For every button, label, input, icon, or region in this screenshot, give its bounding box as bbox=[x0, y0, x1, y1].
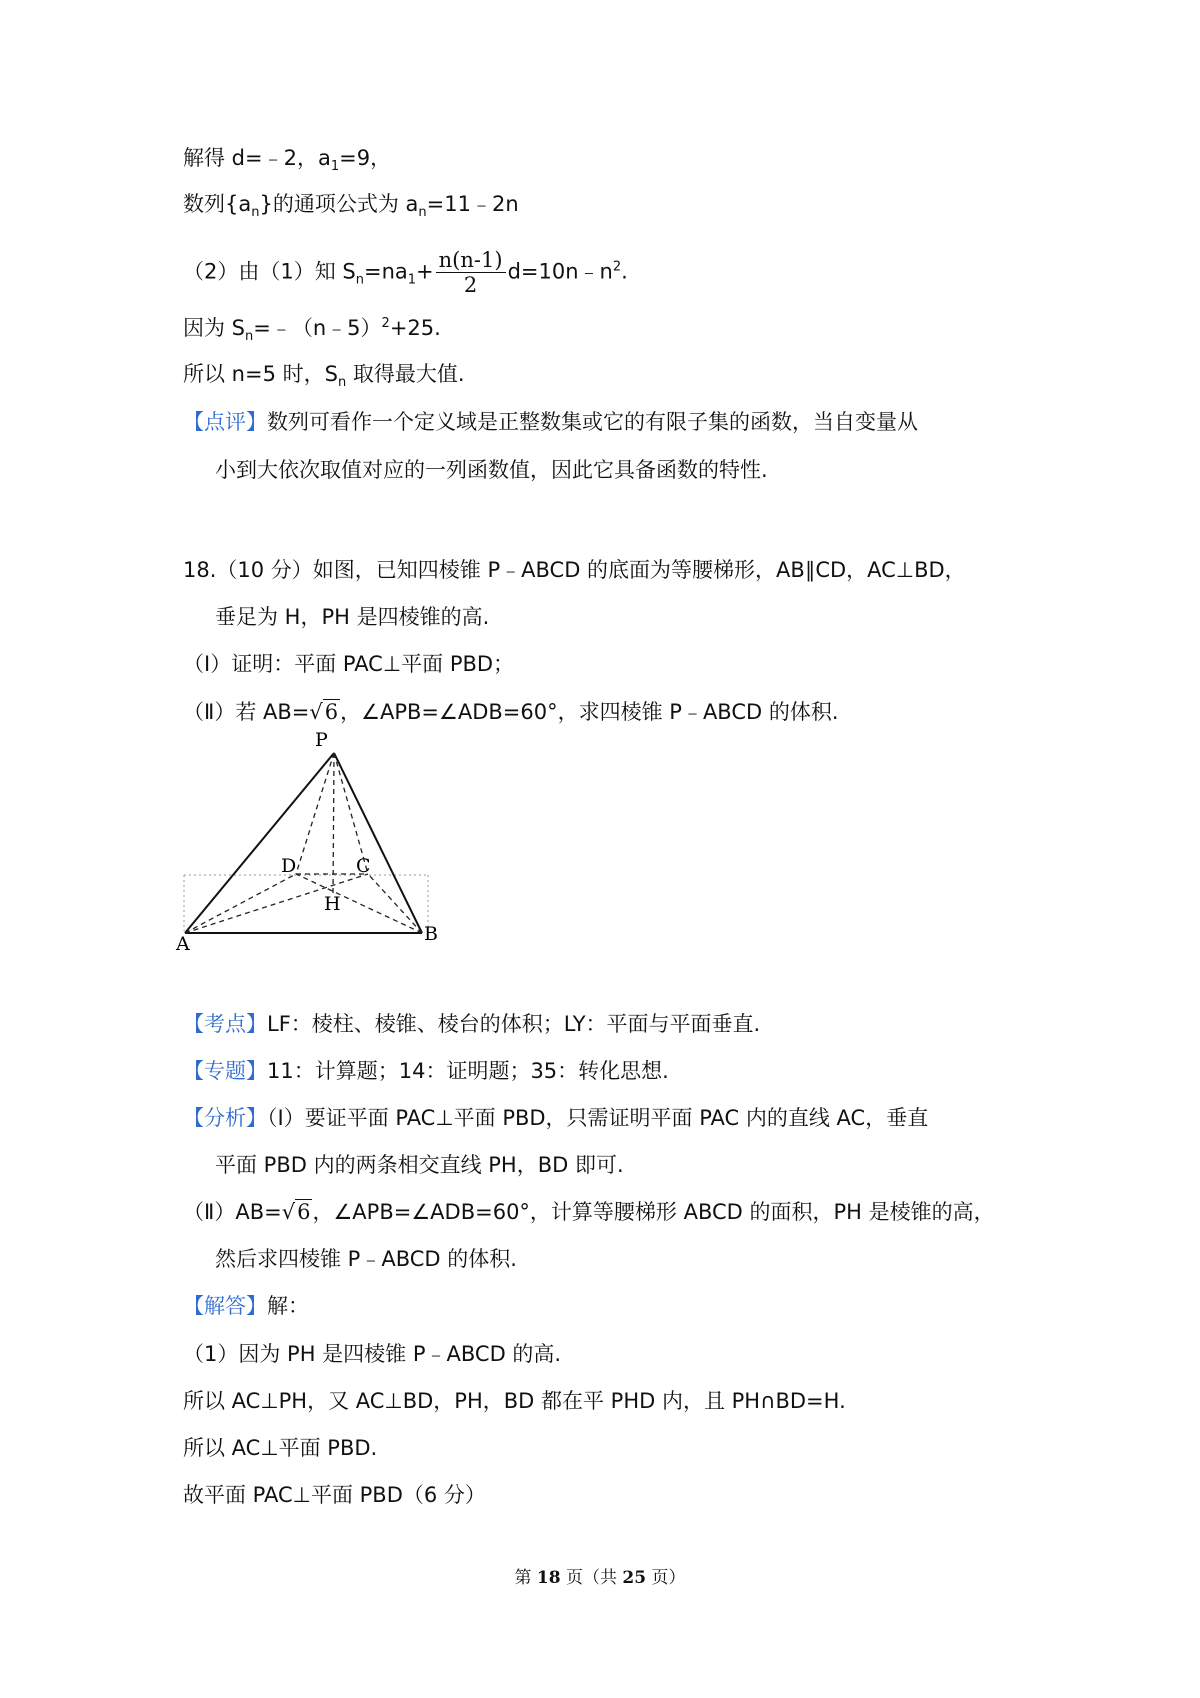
text-line bbox=[183, 190, 519, 221]
fraction-denominator: 2 bbox=[463, 273, 478, 297]
text-line bbox=[183, 248, 628, 297]
edge-PD bbox=[296, 753, 334, 874]
text-run: =na bbox=[363, 259, 408, 284]
text-line bbox=[183, 314, 441, 345]
text-run: （Ⅱ）若 AB= bbox=[183, 700, 310, 724]
edge-PA bbox=[185, 753, 334, 933]
comment-line bbox=[183, 408, 918, 436]
text-run: 故平面 PAC⊥平面 PBD（6 分） bbox=[183, 1483, 486, 1507]
label-C: C bbox=[356, 855, 371, 877]
text-run: LF：棱柱、棱锥、棱台的体积；LY：平面与平面垂直. bbox=[267, 1012, 761, 1036]
text-run: （Ⅱ）AB= bbox=[183, 1200, 282, 1224]
label-B: B bbox=[424, 923, 438, 945]
text-run: 垂足为 H，PH 是四棱锥的高. bbox=[215, 605, 490, 629]
text-run: 数列{a bbox=[183, 192, 252, 216]
comment-tag: 【点评】 bbox=[183, 410, 267, 434]
category-tag: 【专题】 bbox=[183, 1059, 267, 1083]
text-run: 平面 PBD 内的两条相交直线 PH，BD 即可. bbox=[215, 1153, 624, 1177]
text-line bbox=[183, 1340, 561, 1368]
question-stem bbox=[183, 556, 966, 584]
analysis-tag: 【分析】 bbox=[183, 1106, 267, 1130]
text-line bbox=[183, 360, 465, 391]
subscript: n bbox=[337, 375, 347, 391]
text-line bbox=[183, 1481, 486, 1509]
text-run: （Ⅰ）证明：平面 PAC⊥平面 PBD； bbox=[183, 652, 515, 676]
text-line bbox=[183, 1434, 377, 1462]
edge-AD bbox=[185, 874, 296, 933]
text-line bbox=[215, 1245, 517, 1273]
subscript: n bbox=[418, 205, 427, 221]
question-part-2 bbox=[183, 698, 839, 726]
analysis-line bbox=[183, 1104, 928, 1132]
text-line bbox=[215, 456, 768, 484]
text-run: 所以 n=5 时，S bbox=[183, 362, 338, 386]
text-run: 所以 AC⊥平面 PBD. bbox=[183, 1436, 378, 1460]
label-H: H bbox=[324, 893, 341, 915]
solution-line bbox=[183, 1292, 309, 1320]
category-line bbox=[183, 1057, 669, 1085]
text-run: （Ⅰ）要证平面 PAC⊥平面 PBD，只需证明平面 PAC 内的直线 AC，垂直 bbox=[267, 1106, 929, 1130]
text-run: 因为 S bbox=[183, 316, 246, 340]
text-run: （2）由（1）知 S bbox=[183, 259, 356, 284]
text-run: ，∠APB=∠ADB=60°，求四棱锥 P﹣ABCD 的体积. bbox=[340, 700, 839, 724]
edge-PB bbox=[334, 753, 422, 933]
footer-text: 页（共 bbox=[560, 1568, 623, 1588]
subscript: n bbox=[245, 329, 254, 345]
solution-tag: 【解答】 bbox=[183, 1294, 267, 1318]
text-run: 18.（10 分）如图，已知四棱锥 P﹣ABCD 的底面为等腰梯形，AB∥CD，AC⊥BD， bbox=[183, 558, 966, 582]
text-line bbox=[215, 603, 489, 631]
text-run: （1）因为 PH 是四棱锥 P﹣ABCD 的高. bbox=[183, 1342, 562, 1366]
text-run: =11﹣2n bbox=[426, 192, 519, 216]
pyramid-figure bbox=[178, 728, 458, 958]
text-run: =9， bbox=[339, 146, 392, 170]
text-run: ，∠APB=∠ADB=60°，计算等腰梯形 ABCD 的面积，PH 是棱锥的高， bbox=[312, 1200, 995, 1224]
text-run: +25. bbox=[389, 316, 441, 340]
text-run: 数列可看作一个定义域是正整数集或它的有限子集的函数，当自变量从 bbox=[267, 410, 918, 434]
label-A: A bbox=[176, 933, 190, 955]
footer-text: 第 bbox=[514, 1568, 537, 1588]
label-P: P bbox=[315, 729, 328, 751]
sqrt-expression: √6 bbox=[309, 700, 339, 724]
sqrt-radicand: 6 bbox=[297, 1200, 311, 1224]
diagonal-BD bbox=[296, 874, 422, 933]
subscript: 1 bbox=[407, 272, 417, 288]
analysis-part-2 bbox=[183, 1198, 995, 1226]
subscript: 1 bbox=[330, 159, 340, 175]
text-run: =﹣（n﹣5） bbox=[253, 316, 382, 340]
text-run: d=10n﹣n bbox=[507, 259, 613, 284]
text-run: 解： bbox=[267, 1294, 309, 1318]
footer-text: 页） bbox=[646, 1568, 686, 1588]
text-line bbox=[183, 1387, 846, 1415]
text-run: + bbox=[416, 259, 434, 284]
page-total: 25 bbox=[622, 1568, 647, 1588]
text-run: 然后求四棱锥 P﹣ABCD 的体积. bbox=[215, 1247, 517, 1271]
text-run: 小到大依次取值对应的一列函数值，因此它具备函数的特性. bbox=[215, 458, 768, 482]
page-number: 18 bbox=[536, 1568, 561, 1588]
edge-BC bbox=[368, 874, 422, 933]
text-run: . bbox=[621, 259, 628, 284]
sqrt-expression: √6 bbox=[281, 1200, 311, 1224]
topic-line bbox=[183, 1010, 760, 1038]
topic-tag: 【考点】 bbox=[183, 1012, 267, 1036]
text-line bbox=[215, 1151, 624, 1179]
fraction-numerator: n(n-1) bbox=[436, 248, 506, 273]
fraction bbox=[436, 248, 506, 297]
text-line bbox=[183, 144, 392, 175]
sqrt-radicand: 6 bbox=[324, 700, 339, 724]
superscript: 2 bbox=[612, 259, 622, 275]
subscript: n bbox=[251, 205, 260, 221]
superscript: 2 bbox=[381, 316, 390, 331]
text-run: 解得 d=﹣2，a bbox=[183, 146, 331, 170]
label-D: D bbox=[281, 855, 297, 877]
subscript: n bbox=[355, 272, 364, 288]
page-footer bbox=[0, 1563, 1200, 1588]
text-run: 11：计算题；14：证明题；35：转化思想. bbox=[267, 1059, 669, 1083]
text-run: 所以 AC⊥PH，又 AC⊥BD，PH，BD 都在平 PHD 内，且 PH∩BD=H. bbox=[183, 1389, 846, 1413]
text-run: 取得最大值. bbox=[346, 362, 465, 386]
question-part-1 bbox=[183, 650, 514, 678]
text-run: }的通项公式为 a bbox=[259, 192, 419, 216]
